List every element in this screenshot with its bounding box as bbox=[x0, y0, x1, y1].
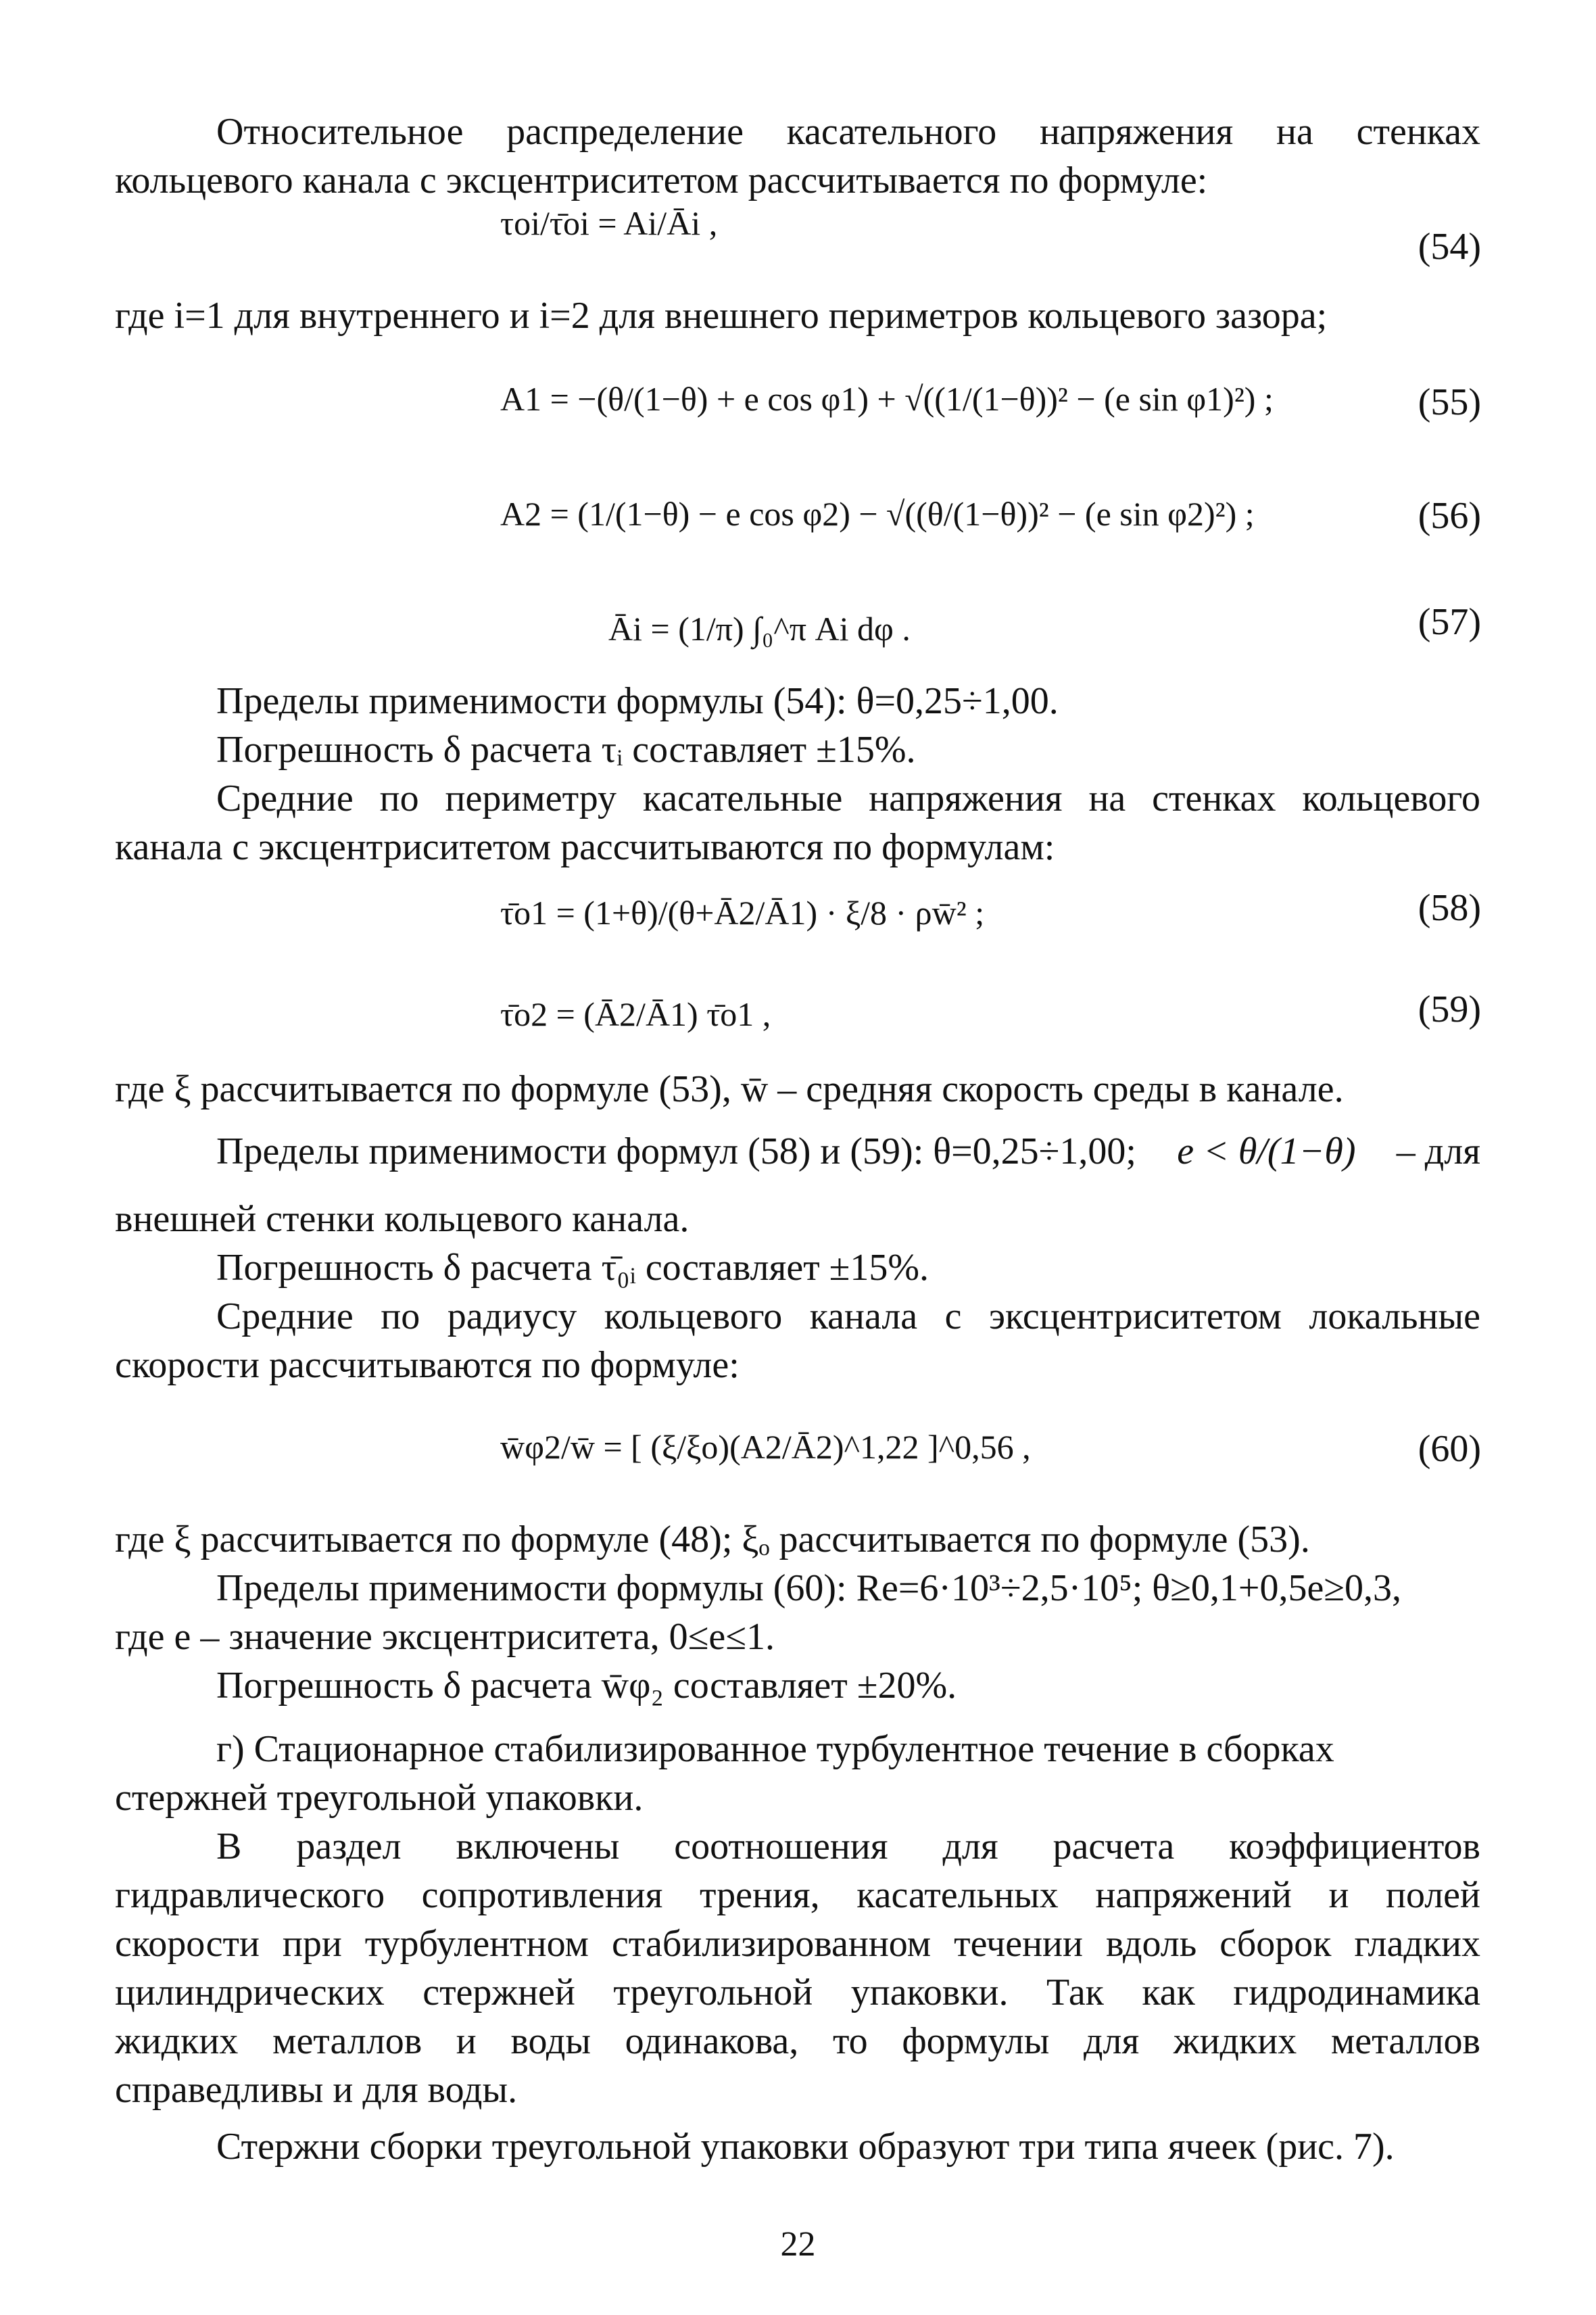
condition-formula: e < θ/(1−θ) bbox=[1177, 1130, 1356, 1172]
equation-number: (59) bbox=[1418, 988, 1481, 1030]
paragraph-text: Пределы применимости формул (58) и (59): θ=0,25÷1,00; bbox=[216, 1130, 1136, 1172]
paragraph-line: кольцевого канала с эксцентриситетом рассчитывается по формуле: bbox=[115, 160, 1208, 201]
equation-number: (60) bbox=[1418, 1428, 1481, 1470]
equation-number: (57) bbox=[1418, 601, 1481, 643]
paragraph-text: – для bbox=[1396, 1130, 1480, 1172]
paragraph-line: скорости рассчитываются по формуле: bbox=[115, 1344, 740, 1386]
paragraph-line: где ξ рассчитывается по формуле (48); ξₒ рассчитывается по формуле (53). bbox=[115, 1519, 1310, 1560]
paragraph-line: гидравлического сопротивления трения, касательных напряжений и полей bbox=[115, 1874, 1480, 1916]
paragraph-line: где i=1 для внутреннего и i=2 для внешнего периметров кольцевого зазора; bbox=[115, 295, 1328, 337]
equation-number: (58) bbox=[1418, 887, 1481, 929]
paragraph-line: Стержни сборки треугольной упаковки образуют три типа ячеек (рис. 7). bbox=[216, 2126, 1395, 2168]
paragraph-line: Пределы применимости формулы (60): Re=6·10³÷2,5·10⁵; θ≥0,1+0,5e≥0,3, bbox=[216, 1567, 1402, 1609]
equation-59: τ̄o2 = (Ā2/Ā1) τ̄o1 , bbox=[500, 995, 771, 1033]
equation-number: (56) bbox=[1418, 495, 1481, 537]
equation-number: (55) bbox=[1418, 381, 1481, 423]
equation-56: A2 = (1/(1−θ) − e cos φ2) − √((θ/(1−θ))² − (e sin φ2)²) ; bbox=[500, 495, 1255, 533]
paragraph-line: справедливы и для воды. bbox=[115, 2069, 518, 2111]
paragraph-line: Погрешность δ расчета τᵢ составляет ±15%. bbox=[216, 729, 916, 771]
paragraph-line: цилиндрических стержней треугольной упаковки. Так как гидродинамика bbox=[115, 1972, 1480, 2013]
paragraph-line: В раздел включены соотношения для расчета коэффициентов bbox=[216, 1825, 1480, 1867]
paragraph-line: канала с эксцентриситетом рассчитываются по формулам: bbox=[115, 826, 1055, 868]
paragraph-line: стержней треугольной упаковки. bbox=[115, 1777, 644, 1819]
paragraph-line: Погрешность δ расчета w̄φ₂ составляет ±20%. bbox=[216, 1665, 957, 1707]
paragraph-line: где e – значение эксцентриситета, 0≤e≤1. bbox=[115, 1616, 775, 1658]
paragraph-line: жидких металлов и воды одинакова, то формулы для жидких металлов bbox=[115, 2020, 1480, 2062]
equation-58: τ̄o1 = (1+θ)/(θ+Ā2/Ā1) · ξ/8 · ρw̄² ; bbox=[500, 894, 985, 932]
paragraph-line: внешней стенки кольцевого канала. bbox=[115, 1198, 690, 1240]
paragraph-line: Средние по радиусу кольцевого канала с эксцентриситетом локальные bbox=[216, 1295, 1480, 1337]
equation-54: τoi/τ̄oi = Ai/Āi , bbox=[500, 204, 718, 242]
paragraph-line: где ξ рассчитывается по формуле (53), w̄ – средняя скорость среды в канале. bbox=[115, 1068, 1344, 1110]
equation-60: w̄φ2/w̄ = [ (ξ/ξo)(A2/Ā2)^1,22 ]^0,56 , bbox=[500, 1428, 1031, 1466]
page-number: 22 bbox=[780, 2225, 816, 2264]
paragraph-line: г) Стационарное стабилизированное турбулентное течение в сборках bbox=[216, 1728, 1334, 1770]
paragraph-line: Погрешность δ расчета τ̄₀ᵢ составляет ±15%. bbox=[216, 1247, 929, 1289]
paragraph-line-with-condition bbox=[115, 1128, 1480, 1175]
equation-57: Āi = (1/π) ∫₀^π Ai dφ . bbox=[608, 610, 911, 648]
paragraph-line: Средние по периметру касательные напряжения на стенках кольцевого bbox=[216, 778, 1480, 819]
paragraph-line: скорости при турбулентном стабилизированном течении вдоль сборок гладких bbox=[115, 1923, 1480, 1965]
equation-55: A1 = −(θ/(1−θ) + e cos φ1) + √((1/(1−θ))² − (e sin φ1)²) ; bbox=[500, 380, 1274, 418]
paragraph-line: Относительное распределение касательного напряжения на стенках bbox=[216, 111, 1480, 153]
paragraph-line: Пределы применимости формулы (54): θ=0,25÷1,00. bbox=[216, 680, 1059, 722]
equation-number: (54) bbox=[1418, 226, 1481, 268]
